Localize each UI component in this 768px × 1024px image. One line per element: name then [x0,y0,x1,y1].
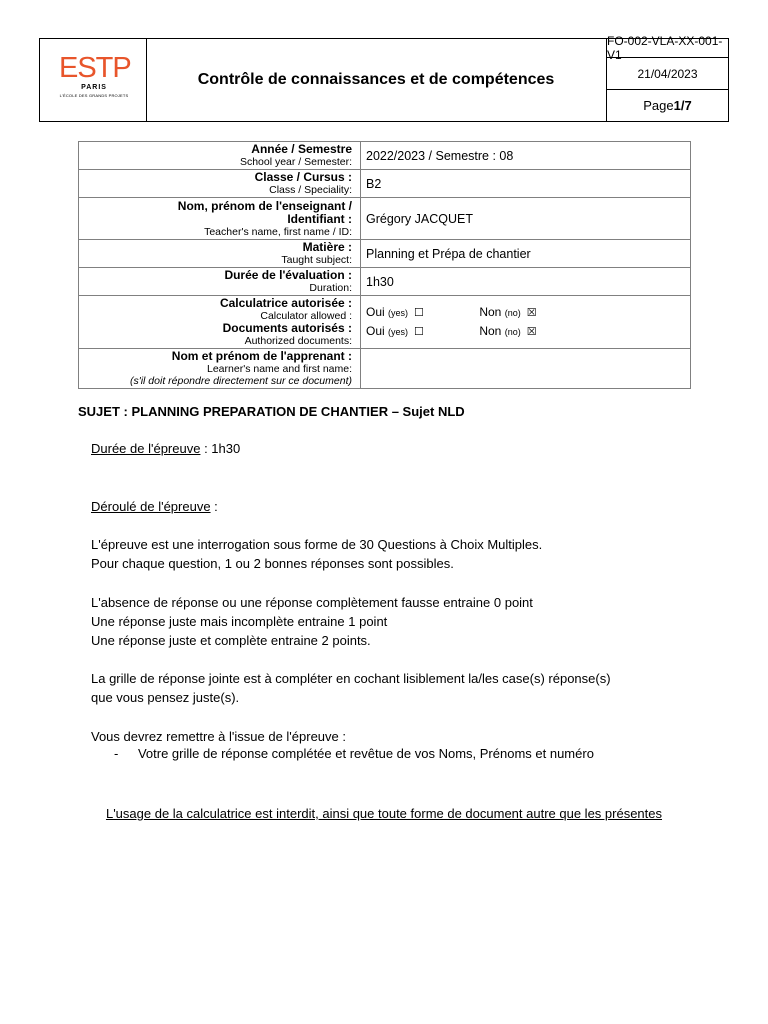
paragraph-1 [91,535,542,573]
duration-line [91,439,240,458]
docs-options [366,324,690,339]
document-date: 21/04/2023 [607,58,728,90]
logo-text: ESTP [59,52,131,84]
paragraph-4 [91,727,346,746]
year-value: 2022/2023 / Semestre : 08 [361,142,691,170]
document-reference: FO-002-VLA-XX-001-V1 [607,39,728,58]
page-number [607,90,728,121]
year-label-cell [79,142,361,170]
logo-city: PARIS [81,84,107,91]
subject-label: Matière : [302,240,352,254]
learner-sub: Learner's name and first name: [207,363,352,375]
page-current: 1 [673,98,681,113]
estp-logo [59,54,129,106]
calc-oui-label: Oui [366,305,385,319]
row-duration [79,268,691,296]
calculator-prohibition-note: L'usage de la calculatrice est interdit, ainsi que toute forme de document autre que les présentes [105,806,663,821]
teacher-label-2: Identifiant : [287,211,352,226]
subject-label-cell [79,240,361,268]
docs-non [479,324,536,338]
calc-sub: Calculator allowed : [260,310,352,322]
p2-line-3: Une réponse juste et complète entraine 2 points. [91,633,371,648]
calc-yes-label: (yes) [388,308,409,318]
docs-yes-label: (yes) [388,327,409,337]
learner-label-cell [79,349,361,389]
year-sub: School year / Semester: [239,156,352,168]
p2-line-1: L'absence de réponse ou une réponse complètement fausse entraine 0 point [91,595,533,610]
p4-line-1: Vous devrez remettre à l'issue de l'épreuve : [91,729,346,744]
p1-line-2: Pour chaque question, 1 ou 2 bonnes réponses sont possibles. [91,556,454,571]
calc-non-label: Non [479,305,502,319]
duration-value: 1h30 [361,268,691,296]
calc-yes-checkbox[interactable]: ☐ [414,307,424,319]
class-label-cell [79,170,361,198]
document-title: Contrôle de connaissances et de compétences [146,39,607,121]
docs-non-label: Non [479,324,502,338]
exam-subject-heading: SUJET : PLANNING PREPARATION DE CHANTIER – Sujet NLD [78,404,465,419]
permissions-label-cell [79,296,361,349]
p1-line-1: L'épreuve est une interrogation sous forme de 30 Questions à Choix Multiples. [91,537,543,552]
row-learner [79,349,691,389]
learner-value-field[interactable] [361,349,691,389]
docs-label: Documents autorisés : [222,321,352,335]
row-year [79,142,691,170]
page-total: /7 [680,98,692,113]
bullet-mark: - [114,746,119,761]
calc-no-label: (no) [504,308,521,318]
calc-oui [366,305,476,320]
p3-line-2: que vous pensez juste(s). [91,690,240,705]
calc-non [479,305,536,319]
teacher-value: Grégory JACQUET [361,198,691,240]
bullet-text: Votre grille de réponse complétée et revêtue de vos Noms, Prénoms et numéro [137,746,594,761]
class-value: B2 [361,170,691,198]
logo-cell [40,39,147,121]
p2-line-2: Une réponse juste mais incomplète entraine 1 point [91,614,388,629]
learner-label: Nom et prénom de l'apprenant : [171,349,352,363]
deroule-label: Déroulé de l'épreuve [91,499,211,514]
class-sub: Class / Speciality: [269,184,352,196]
p3-line-1: La grille de réponse jointe est à compléter en cochant lisiblement la/les case(s) réponse(s) [91,671,611,686]
class-label: Classe / Cursus : [254,170,352,184]
duration-sub: Duration: [309,282,352,294]
learner-note: (s'il doit répondre directement sur ce document) [129,375,352,387]
bullet-item [114,746,594,761]
duration-label: Durée de l'évaluation : [224,268,352,282]
duration-label-cell [79,268,361,296]
subject-value: Planning et Prépa de chantier [361,240,691,268]
row-subject [79,240,691,268]
docs-sub: Authorized documents: [244,335,352,347]
exam-info-table [78,141,691,389]
document-meta [607,34,728,121]
permissions-value [361,296,691,349]
year-label: Année / Semestre [251,142,352,156]
teacher-label-1: Nom, prénom de l'enseignant / [177,198,352,213]
paragraph-3 [91,669,611,707]
subject-sub: Taught subject: [281,254,352,266]
teacher-sub: Teacher's name, first name / ID: [204,225,352,238]
teacher-label-cell [79,198,361,240]
row-class [79,170,691,198]
docs-oui-label: Oui [366,324,385,338]
docs-no-label: (no) [504,327,521,337]
docs-yes-checkbox[interactable]: ☐ [414,326,424,338]
docs-oui [366,324,476,339]
deroule-suffix: : [210,499,218,514]
row-teacher [79,198,691,240]
calc-options [366,305,690,320]
docs-no-checkbox[interactable]: ☒ [526,326,537,338]
duree-label: Durée de l'épreuve [91,441,201,456]
row-permissions [79,296,691,349]
calc-label: Calculatrice autorisée : [219,296,352,310]
paragraph-2 [91,593,533,650]
deroule-line [91,497,218,516]
calc-no-checkbox[interactable]: ☒ [526,307,537,319]
page-prefix: Page [643,98,674,113]
logo-tagline: L'ÉCOLE DES GRANDS PROJETS [59,93,129,98]
document-header [39,34,729,122]
duree-value: : 1h30 [200,441,241,456]
